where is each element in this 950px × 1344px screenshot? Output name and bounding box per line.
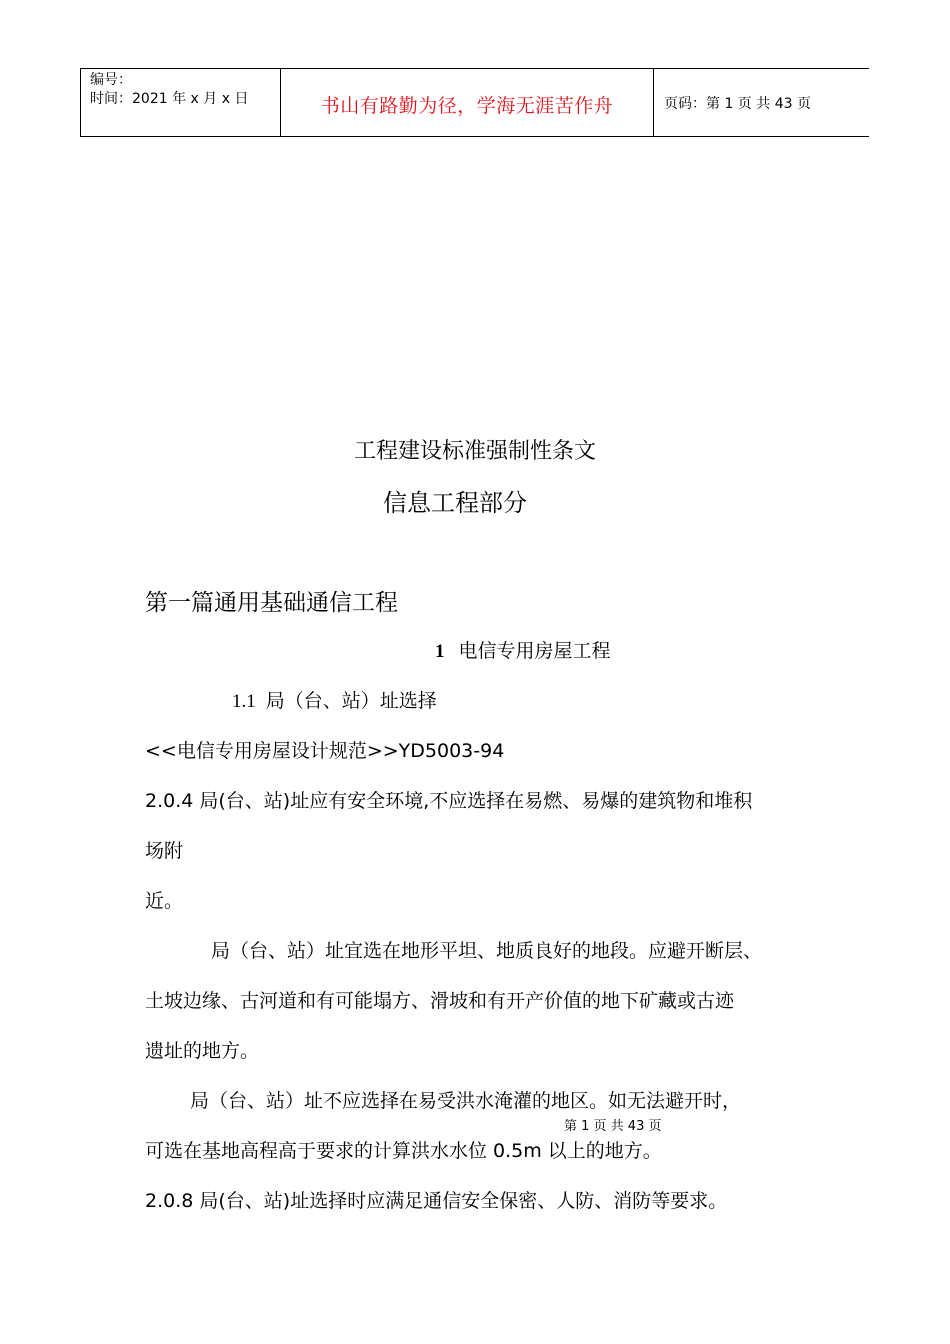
clause-204-line3: 近。 xyxy=(145,890,184,912)
spec-reference: <<电信专用房屋设计规范>>YD5003-94 xyxy=(145,740,505,762)
clause-204-line2: 场附 xyxy=(145,840,184,862)
chapter-heading xyxy=(435,636,611,663)
paragraph-2-line1: 局（台、站）址宜选在地形平坦、地质良好的地段。应避开断层、 xyxy=(211,940,763,962)
paragraph-3-line1: 局（台、站）址不应选择在易受洪水淹灌的地区。如无法避开时， xyxy=(190,1090,742,1112)
clause-208-line1: 2.0.8 局(台、站)址选择时应满足通信安全保密、人防、消防等要求。 xyxy=(145,1190,728,1212)
section-heading xyxy=(232,686,437,713)
motto: 书山有路勤为径，学海无涯苦作舟 xyxy=(320,95,614,117)
section-title: 局（台、站）址选择 xyxy=(265,690,437,712)
part-heading: 第一篇通用基础通信工程 xyxy=(145,590,398,616)
chapter-title: 电信专用房屋工程 xyxy=(458,640,611,662)
header-page-cell xyxy=(654,69,869,136)
paragraph-2-line3: 遗址的地方。 xyxy=(145,1040,260,1062)
header-meta-cell xyxy=(80,69,281,136)
doc-title-line1: 工程建设标准强制性条文 xyxy=(353,439,596,464)
page-code: 页码：第 1 页 共 43 页 xyxy=(664,96,811,112)
chapter-number: 1 xyxy=(435,641,445,662)
paragraph-2-line2: 土坡边缘、古河道和有可能塌方、滑坡和有开产价值的地下矿藏或古迹 xyxy=(145,990,735,1012)
doc-title-line2: 信息工程部分 xyxy=(383,489,527,517)
header-table xyxy=(80,68,869,137)
clause-204-line1: 2.0.4 局(台、站)址应有安全环境,不应选择在易燃、易爆的建筑物和堆积 xyxy=(145,790,753,812)
number-label: 编号： xyxy=(90,72,132,88)
header-motto-cell xyxy=(281,69,654,136)
paragraph-3-line2: 可选在基地高程高于要求的计算洪水水位 0.5m 以上的地方。 xyxy=(145,1140,662,1162)
time-label: 时间：2021 年 x 月 x 日 xyxy=(90,91,249,107)
section-number: 1.1 xyxy=(232,691,256,712)
page-footer: 第 1 页 共 43 页 xyxy=(564,1119,662,1134)
